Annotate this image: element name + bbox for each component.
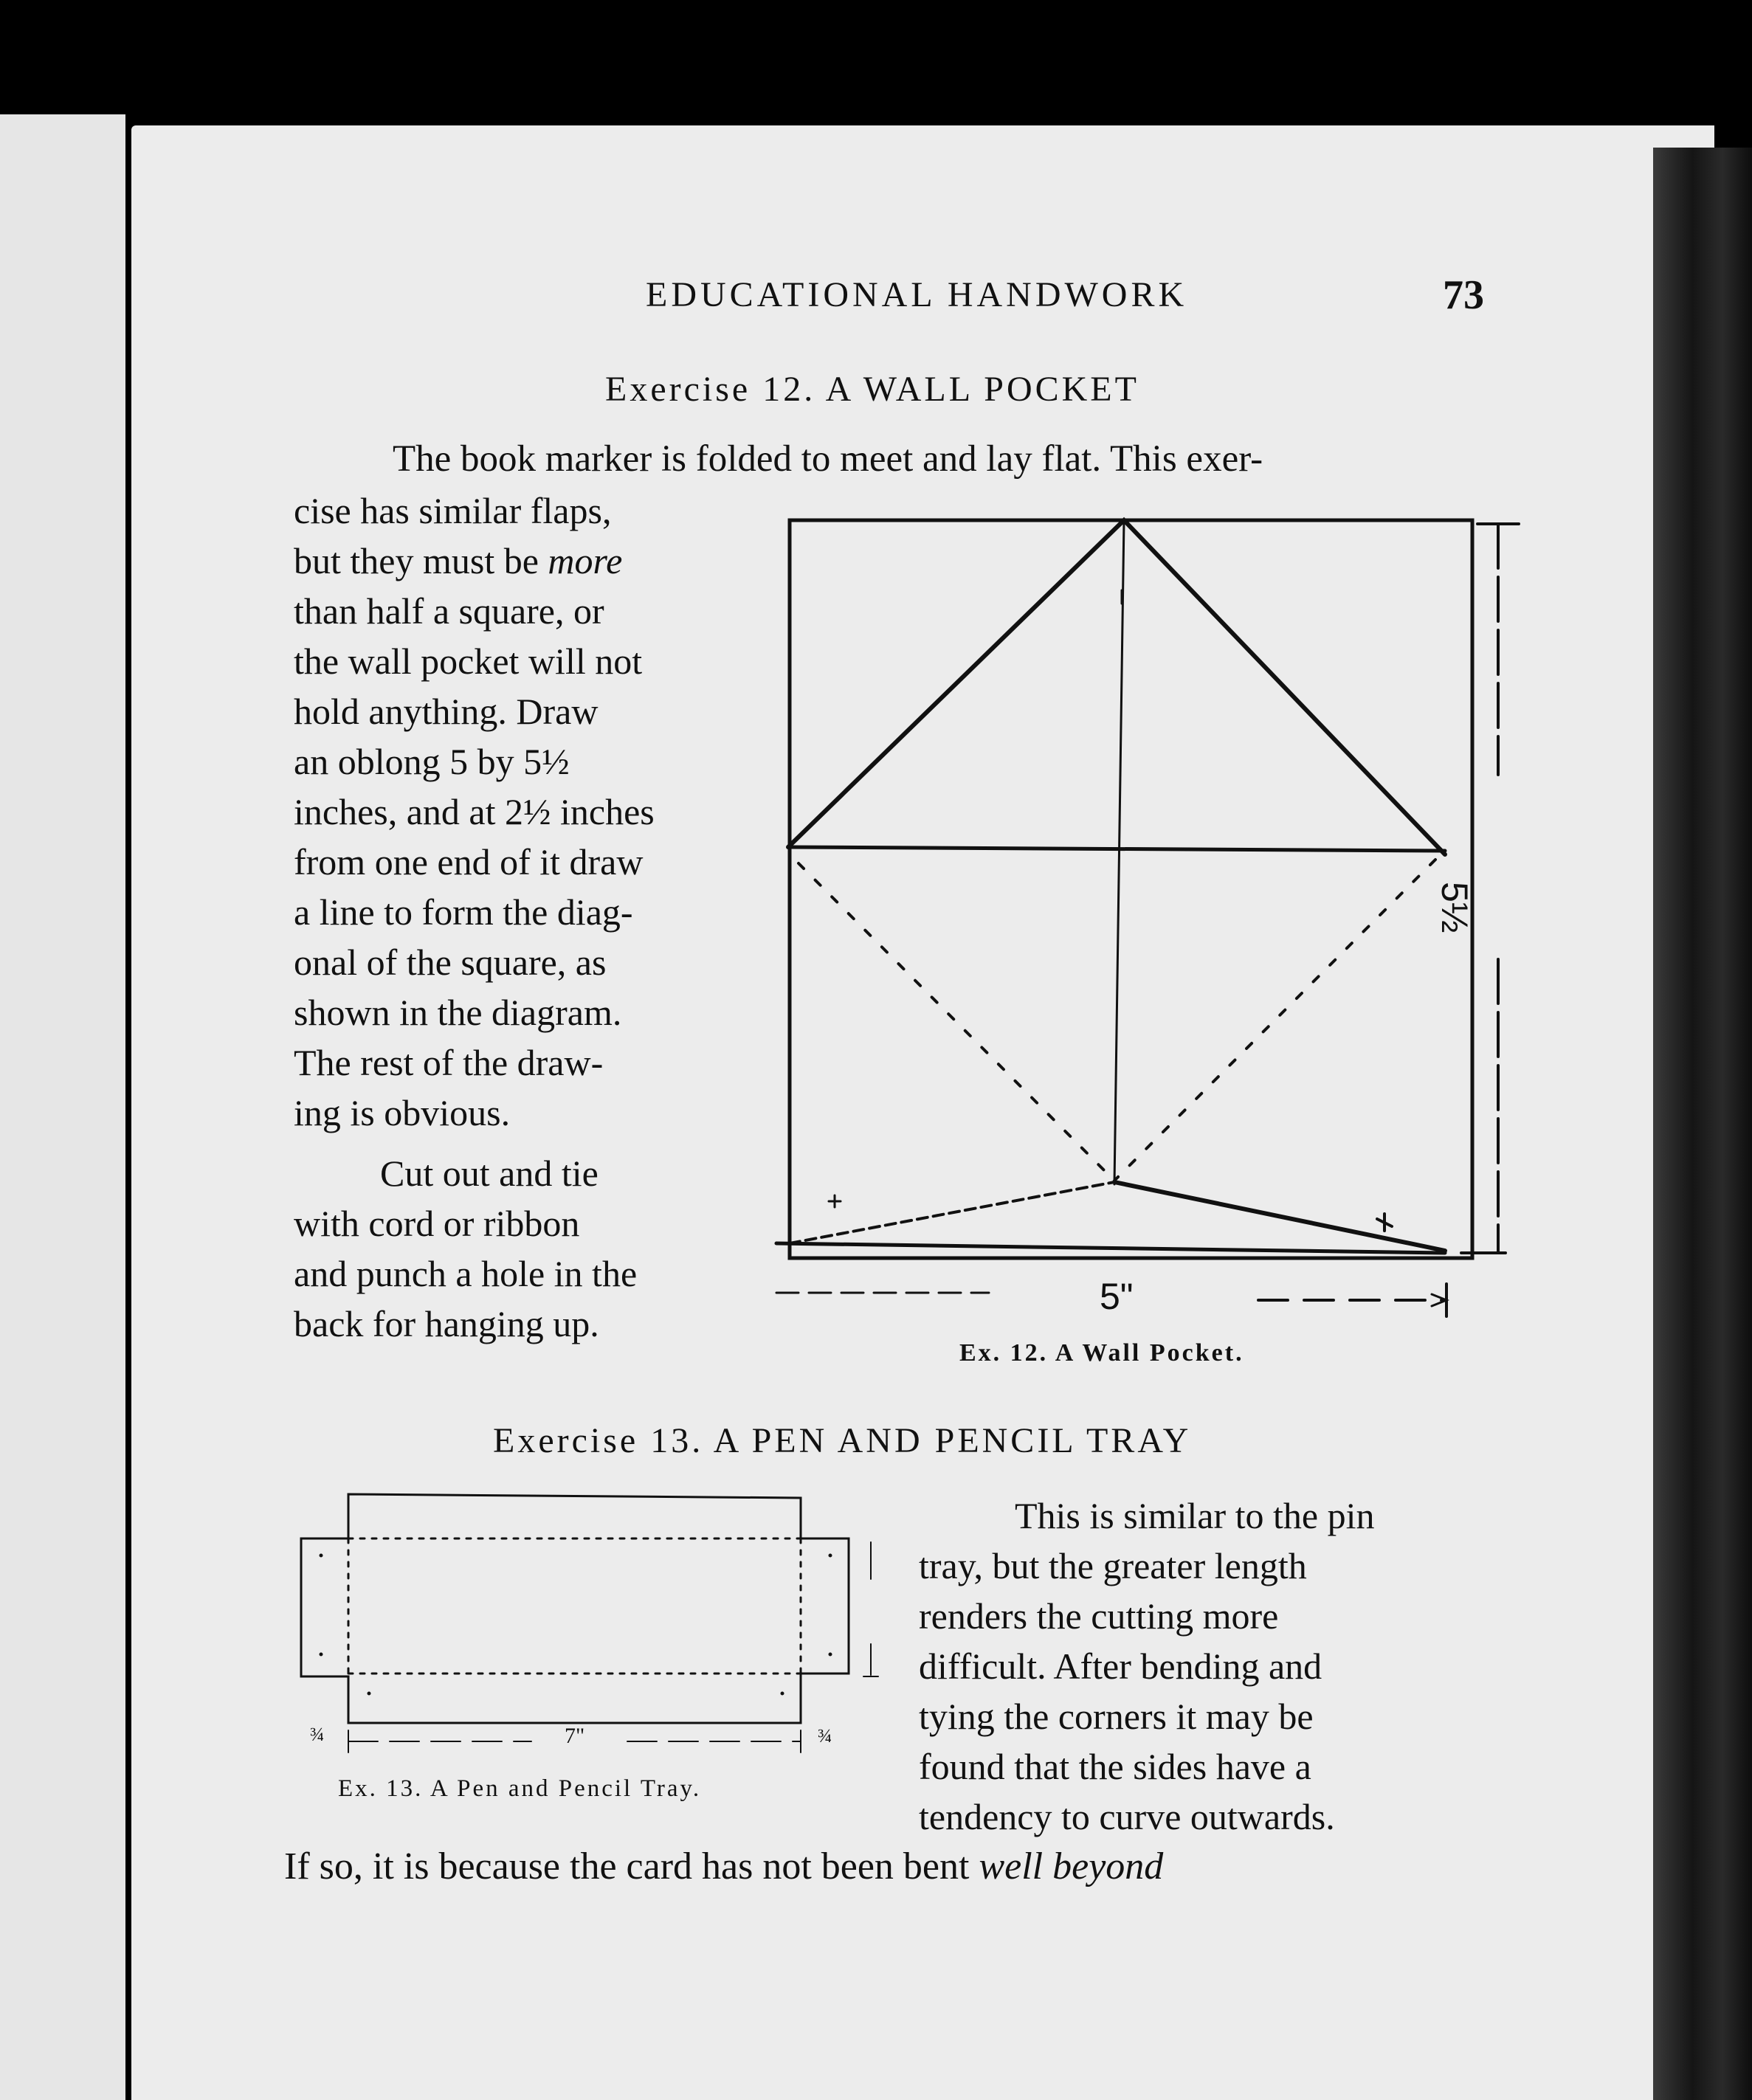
text-line: tray, but the greater length bbox=[919, 1545, 1307, 1586]
text-line: tendency to curve outwards. bbox=[919, 1796, 1335, 1837]
emphasis-phrase: well beyond bbox=[979, 1845, 1164, 1887]
pen-tray-diagram bbox=[280, 1483, 893, 1764]
text-line: back for hanging up. bbox=[294, 1303, 599, 1344]
text-line: a line to form the diag- bbox=[294, 891, 633, 933]
height-dimension-label: 5½ bbox=[1434, 882, 1475, 933]
text-line: than half a square, or bbox=[294, 590, 604, 632]
centre-line bbox=[1114, 520, 1124, 1184]
exercise-12-intro: The book marker is folded to meet and lay flat. This exer- bbox=[393, 438, 1263, 480]
top-flap bbox=[788, 520, 1445, 854]
text-line: onal of the square, as bbox=[294, 942, 607, 983]
text-line: hold anything. Draw bbox=[294, 691, 599, 732]
dashed-diagonal-left bbox=[799, 863, 1114, 1181]
page-number: 73 bbox=[1443, 272, 1484, 318]
text-line: the wall pocket will not bbox=[294, 640, 643, 682]
text-line: shown in the diagram. bbox=[294, 992, 622, 1033]
emphasis-word: more bbox=[548, 540, 623, 581]
fold-line bbox=[788, 847, 1445, 851]
text-line: but they must be more bbox=[294, 540, 623, 581]
bottom-flap-right bbox=[1114, 1182, 1445, 1251]
bottom-edge bbox=[776, 1243, 1445, 1253]
exercise-12-title: Exercise 12. A WALL POCKET bbox=[605, 370, 1139, 409]
text-line: an oblong 5 by 5½ bbox=[294, 741, 570, 782]
text-line: ing is obvious. bbox=[294, 1092, 511, 1133]
oblong-outline bbox=[790, 520, 1472, 1258]
text-line: The rest of the draw- bbox=[294, 1042, 604, 1083]
wall-pocket-diagram bbox=[768, 509, 1535, 1336]
dashed-diagonal-right bbox=[1114, 860, 1435, 1181]
text-line: Cut out and tie bbox=[380, 1153, 599, 1194]
text-line: difficult. After bending and bbox=[919, 1645, 1322, 1687]
text-line: This is similar to the pin bbox=[1015, 1495, 1375, 1536]
figure-13-caption: Ex. 13. A Pen and Pencil Tray. bbox=[338, 1775, 702, 1802]
exercise-13-title: Exercise 13. A PEN AND PENCIL TRAY bbox=[493, 1421, 1192, 1460]
text-line: and punch a hole in the bbox=[294, 1253, 638, 1294]
running-title: EDUCATIONAL HANDWORK bbox=[646, 275, 1188, 314]
text-line: tying the corners it may be bbox=[919, 1696, 1314, 1737]
text-line: renders the cutting more bbox=[919, 1595, 1279, 1637]
width-dimension-label: 5" bbox=[1100, 1276, 1134, 1317]
left-flap-dimension-label: ¾ bbox=[310, 1724, 325, 1745]
previous-page-edge bbox=[0, 114, 125, 2100]
text-line: from one end of it draw bbox=[294, 841, 644, 883]
tray-net-outline bbox=[301, 1494, 849, 1723]
text-line: cise has similar flaps, bbox=[294, 490, 612, 531]
text-line: found that the sides have a bbox=[919, 1746, 1311, 1787]
text-line: If so, it is because the card has not been bent well beyond bbox=[284, 1845, 1164, 1887]
book-spine-shadow bbox=[1653, 148, 1752, 2100]
bottom-flap-left bbox=[790, 1182, 1114, 1243]
right-flap-dimension-label: ¾ bbox=[818, 1725, 832, 1747]
length-dimension-label: 7" bbox=[565, 1724, 585, 1748]
figure-12-caption: Ex. 12. A Wall Pocket. bbox=[959, 1339, 1244, 1367]
text-line: with cord or ribbon bbox=[294, 1203, 580, 1244]
text-line: inches, and at 2½ inches bbox=[294, 791, 655, 832]
